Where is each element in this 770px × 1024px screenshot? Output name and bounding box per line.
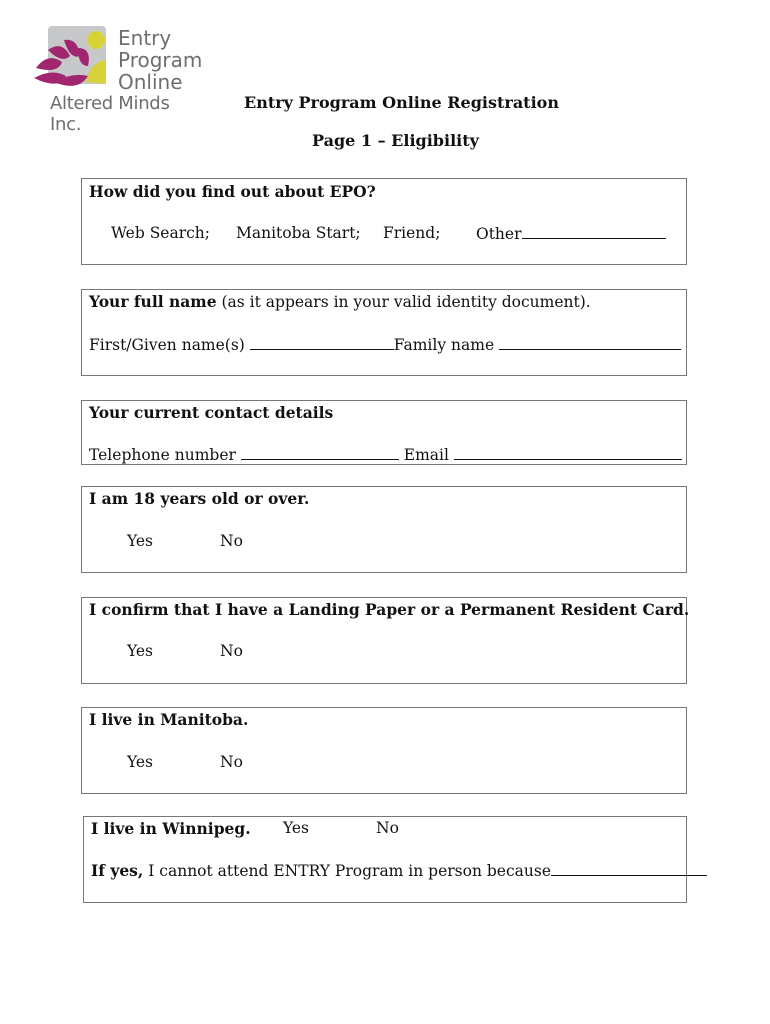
- age-question: I am 18 years old or over.: [89, 489, 310, 508]
- telephone-field[interactable]: [241, 445, 399, 460]
- option-friend[interactable]: Friend;: [383, 224, 441, 242]
- page-subtitle: Page 1 – Eligibility: [312, 131, 479, 150]
- family-name-label: Family name: [393, 336, 500, 354]
- age-yes-option[interactable]: Yes: [127, 532, 154, 550]
- full-name-note: (as it appears in your valid identity document).: [216, 293, 591, 311]
- option-other[interactable]: [476, 224, 666, 243]
- contact-heading: Your current contact details: [89, 403, 334, 422]
- first-name-label: First/Given name(s): [89, 336, 250, 354]
- landing-yes-option[interactable]: Yes: [127, 642, 154, 660]
- followup-bold: If yes,: [91, 861, 144, 880]
- email-field[interactable]: [454, 445, 682, 460]
- age-no-option[interactable]: No: [220, 532, 243, 550]
- email-label: Email: [398, 446, 454, 464]
- logo: [28, 20, 203, 135]
- logo-text-line2: Program: [118, 48, 203, 72]
- winnipeg-question: I live in Winnipeg.: [91, 819, 251, 838]
- logo-text-line1: Entry: [118, 26, 172, 50]
- landing-no-option[interactable]: No: [220, 642, 243, 660]
- option-manitoba-start[interactable]: Manitoba Start;: [236, 224, 361, 242]
- manitoba-no-option[interactable]: No: [220, 753, 243, 771]
- other-input-line[interactable]: [522, 224, 666, 239]
- option-other-label: Other: [476, 225, 522, 243]
- option-web-search[interactable]: Web Search;: [111, 224, 211, 242]
- source-question: How did you find out about EPO?: [89, 182, 376, 201]
- full-name-heading: [89, 292, 591, 311]
- logo-text-line3: Online: [118, 70, 183, 94]
- telephone-label: Telephone number: [89, 446, 241, 464]
- full-name-heading-label: Your full name: [89, 292, 217, 311]
- landing-paper-question: I confirm that I have a Landing Paper or a Permanent Resident Card.: [89, 600, 690, 619]
- followup-text: I cannot attend ENTRY Program in person because: [143, 862, 551, 880]
- reason-field[interactable]: [551, 861, 707, 876]
- winnipeg-no-option[interactable]: No: [376, 819, 399, 837]
- winnipeg-yes-option[interactable]: Yes: [283, 819, 310, 837]
- winnipeg-followup: [91, 861, 707, 880]
- contact-fields-row: [89, 445, 682, 464]
- manitoba-question: I live in Manitoba.: [89, 710, 249, 729]
- name-fields-row: [89, 335, 681, 354]
- page-title: Entry Program Online Registration: [244, 93, 559, 112]
- family-name-field[interactable]: [499, 335, 681, 350]
- logo-org-name: Altered Minds Inc.: [50, 93, 170, 135]
- first-name-field[interactable]: [250, 335, 394, 350]
- manitoba-yes-option[interactable]: Yes: [127, 753, 154, 771]
